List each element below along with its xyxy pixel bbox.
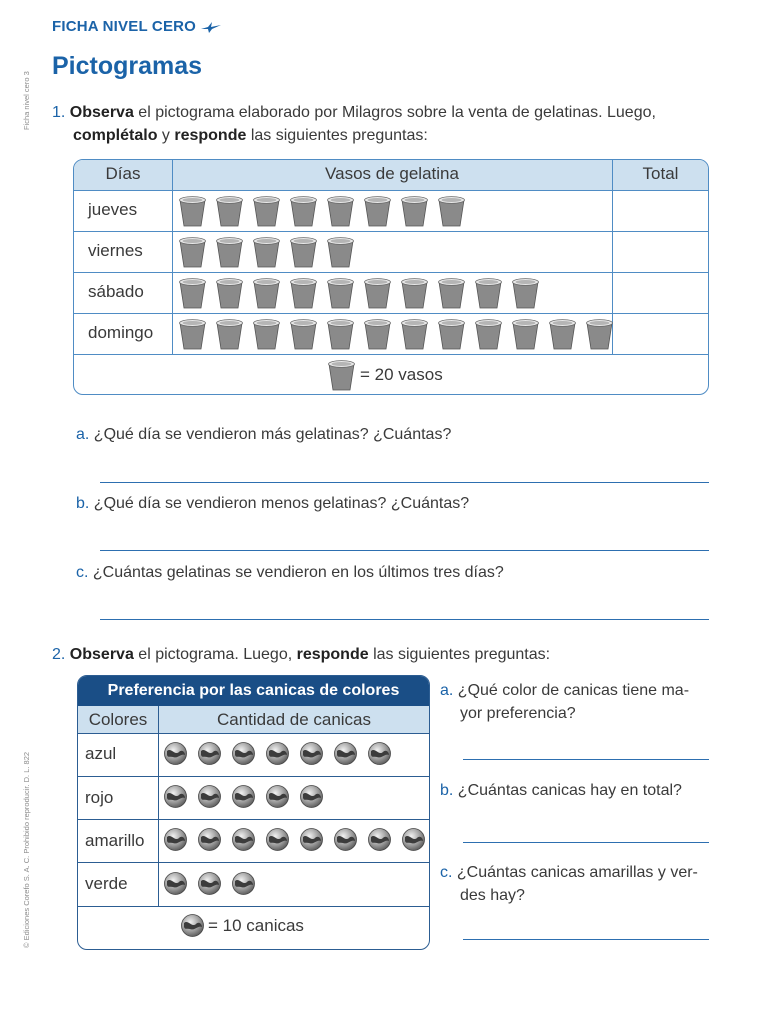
marble-icon <box>164 872 187 895</box>
cup-icon <box>252 318 281 350</box>
cup-icon <box>474 277 503 309</box>
cup-icon <box>178 277 207 309</box>
marble-icon <box>334 828 357 851</box>
cups-row-viernes <box>178 236 355 268</box>
cup-icon <box>437 195 466 227</box>
table-title: Preferencia por las canicas de colores <box>78 676 429 706</box>
row-label-domingo: domingo <box>88 323 154 342</box>
marble-icon <box>181 914 204 937</box>
cup-icon <box>252 277 281 309</box>
cup-icon <box>215 318 244 350</box>
marble-icon <box>300 785 323 808</box>
exercise-1-instructions: 1. Observa el pictograma elaborado por Milagros sobre la venta de gelatinas. Luego, complétalo y responde las siguientes preguntas: <box>52 104 656 144</box>
cup-icon <box>363 318 392 350</box>
marble-icon <box>198 742 221 765</box>
cup-icon <box>326 195 355 227</box>
col-header-days: Días <box>105 164 141 183</box>
row-label-azul: azul <box>85 744 117 763</box>
marble-icon <box>266 742 289 765</box>
marble-icon <box>334 742 357 765</box>
marbles-row-amarillo <box>164 828 425 851</box>
cup-icon <box>585 318 614 350</box>
cup-icon <box>326 277 355 309</box>
marble-icon <box>402 828 425 851</box>
answer-line-2c[interactable] <box>463 939 709 940</box>
marble-icon <box>368 742 391 765</box>
cup-icon <box>400 318 429 350</box>
copyright-text: © Ediciones Corefo S. A. C. Prohibido reproducir. D. L. 822 <box>22 751 31 948</box>
question-1b: b. ¿Qué día se vendieron menos gelatinas? ¿Cuántas? <box>76 495 470 512</box>
pictogram-key <box>327 359 443 391</box>
marble-icon <box>232 828 255 851</box>
answer-line-1c[interactable] <box>100 619 709 620</box>
key-text: = 20 vasos <box>360 365 443 384</box>
question-1a: a. ¿Qué día se vendieron más gelatinas? ¿Cuántas? <box>76 426 452 443</box>
cup-icon <box>289 236 318 268</box>
marble-icon <box>300 742 323 765</box>
side-page-label: Ficha nivel cero 3 <box>22 71 31 130</box>
marble-icon <box>232 785 255 808</box>
col-header-cups: Vasos de gelatina <box>325 164 459 183</box>
question-2a: a. ¿Qué color de canicas tiene ma- yor preferencia? <box>440 682 690 722</box>
row-label-rojo: rojo <box>85 788 114 807</box>
marble-icon <box>198 828 221 851</box>
cup-icon <box>215 277 244 309</box>
cup-icon <box>178 318 207 350</box>
marble-icon <box>164 785 187 808</box>
cup-icon <box>289 318 318 350</box>
cup-icon <box>326 318 355 350</box>
marble-icon <box>198 872 221 895</box>
cup-icon <box>363 195 392 227</box>
cup-icon <box>474 318 503 350</box>
answer-line-2b[interactable] <box>463 842 709 843</box>
marble-icon <box>164 742 187 765</box>
cup-icon <box>289 195 318 227</box>
cups-row-jueves <box>178 195 466 227</box>
answer-line-2a[interactable] <box>463 759 709 760</box>
marble-icon <box>164 828 187 851</box>
cups-row-sabado <box>178 277 540 309</box>
row-label-amarillo: amarillo <box>85 831 145 850</box>
question-1c: c. ¿Cuántas gelatinas se vendieron en los últimos tres días? <box>76 564 504 581</box>
marbles-row-verde <box>164 872 255 895</box>
cup-icon <box>215 236 244 268</box>
row-label-sabado: sábado <box>88 282 144 301</box>
cup-icon <box>326 236 355 268</box>
cup-icon <box>178 195 207 227</box>
cup-icon <box>327 359 356 391</box>
col-header-quantity: Cantidad de canicas <box>216 710 372 729</box>
key-text: = 10 canicas <box>208 915 304 935</box>
cup-icon <box>437 277 466 309</box>
answer-line-1a[interactable] <box>100 482 709 483</box>
marble-icon <box>300 828 323 851</box>
question-2c: c. ¿Cuántas canicas amarillas y ver- des hay? <box>440 864 698 904</box>
cup-icon <box>178 236 207 268</box>
cup-icon <box>363 277 392 309</box>
marble-icon <box>266 785 289 808</box>
col-header-colors: Colores <box>88 710 148 729</box>
gelatin-pictogram-table <box>73 159 709 395</box>
bird-icon <box>200 21 222 33</box>
worksheet-label: FICHA NIVEL CERO <box>52 18 222 35</box>
question-2b: b. ¿Cuántas canicas hay en total? <box>440 782 682 799</box>
exercise-2-instructions: 2. Observa el pictograma. Luego, responde las siguientes preguntas: <box>52 646 551 663</box>
cup-icon <box>400 195 429 227</box>
pictogram-key <box>181 914 304 937</box>
row-label-jueves: jueves <box>88 200 138 219</box>
marble-icon <box>232 872 255 895</box>
cup-icon <box>437 318 466 350</box>
row-label-verde: verde <box>85 874 128 893</box>
marbles-row-rojo <box>164 785 323 808</box>
cup-icon <box>548 318 577 350</box>
cup-icon <box>252 236 281 268</box>
cup-icon <box>252 195 281 227</box>
answer-line-1b[interactable] <box>100 550 709 551</box>
cup-icon <box>215 195 244 227</box>
row-label-viernes: viernes <box>88 241 143 260</box>
cup-icon <box>289 277 318 309</box>
marble-icon <box>198 785 221 808</box>
marbles-row-azul <box>164 742 391 765</box>
cup-icon <box>511 277 540 309</box>
marble-icon <box>266 828 289 851</box>
marble-pictogram-table <box>77 675 430 950</box>
marble-icon <box>232 742 255 765</box>
page-title: Pictogramas <box>52 52 203 80</box>
cup-icon <box>511 318 540 350</box>
col-header-total: Total <box>642 164 679 183</box>
cup-icon <box>400 277 429 309</box>
cups-row-domingo <box>178 318 614 350</box>
marble-icon <box>368 828 391 851</box>
